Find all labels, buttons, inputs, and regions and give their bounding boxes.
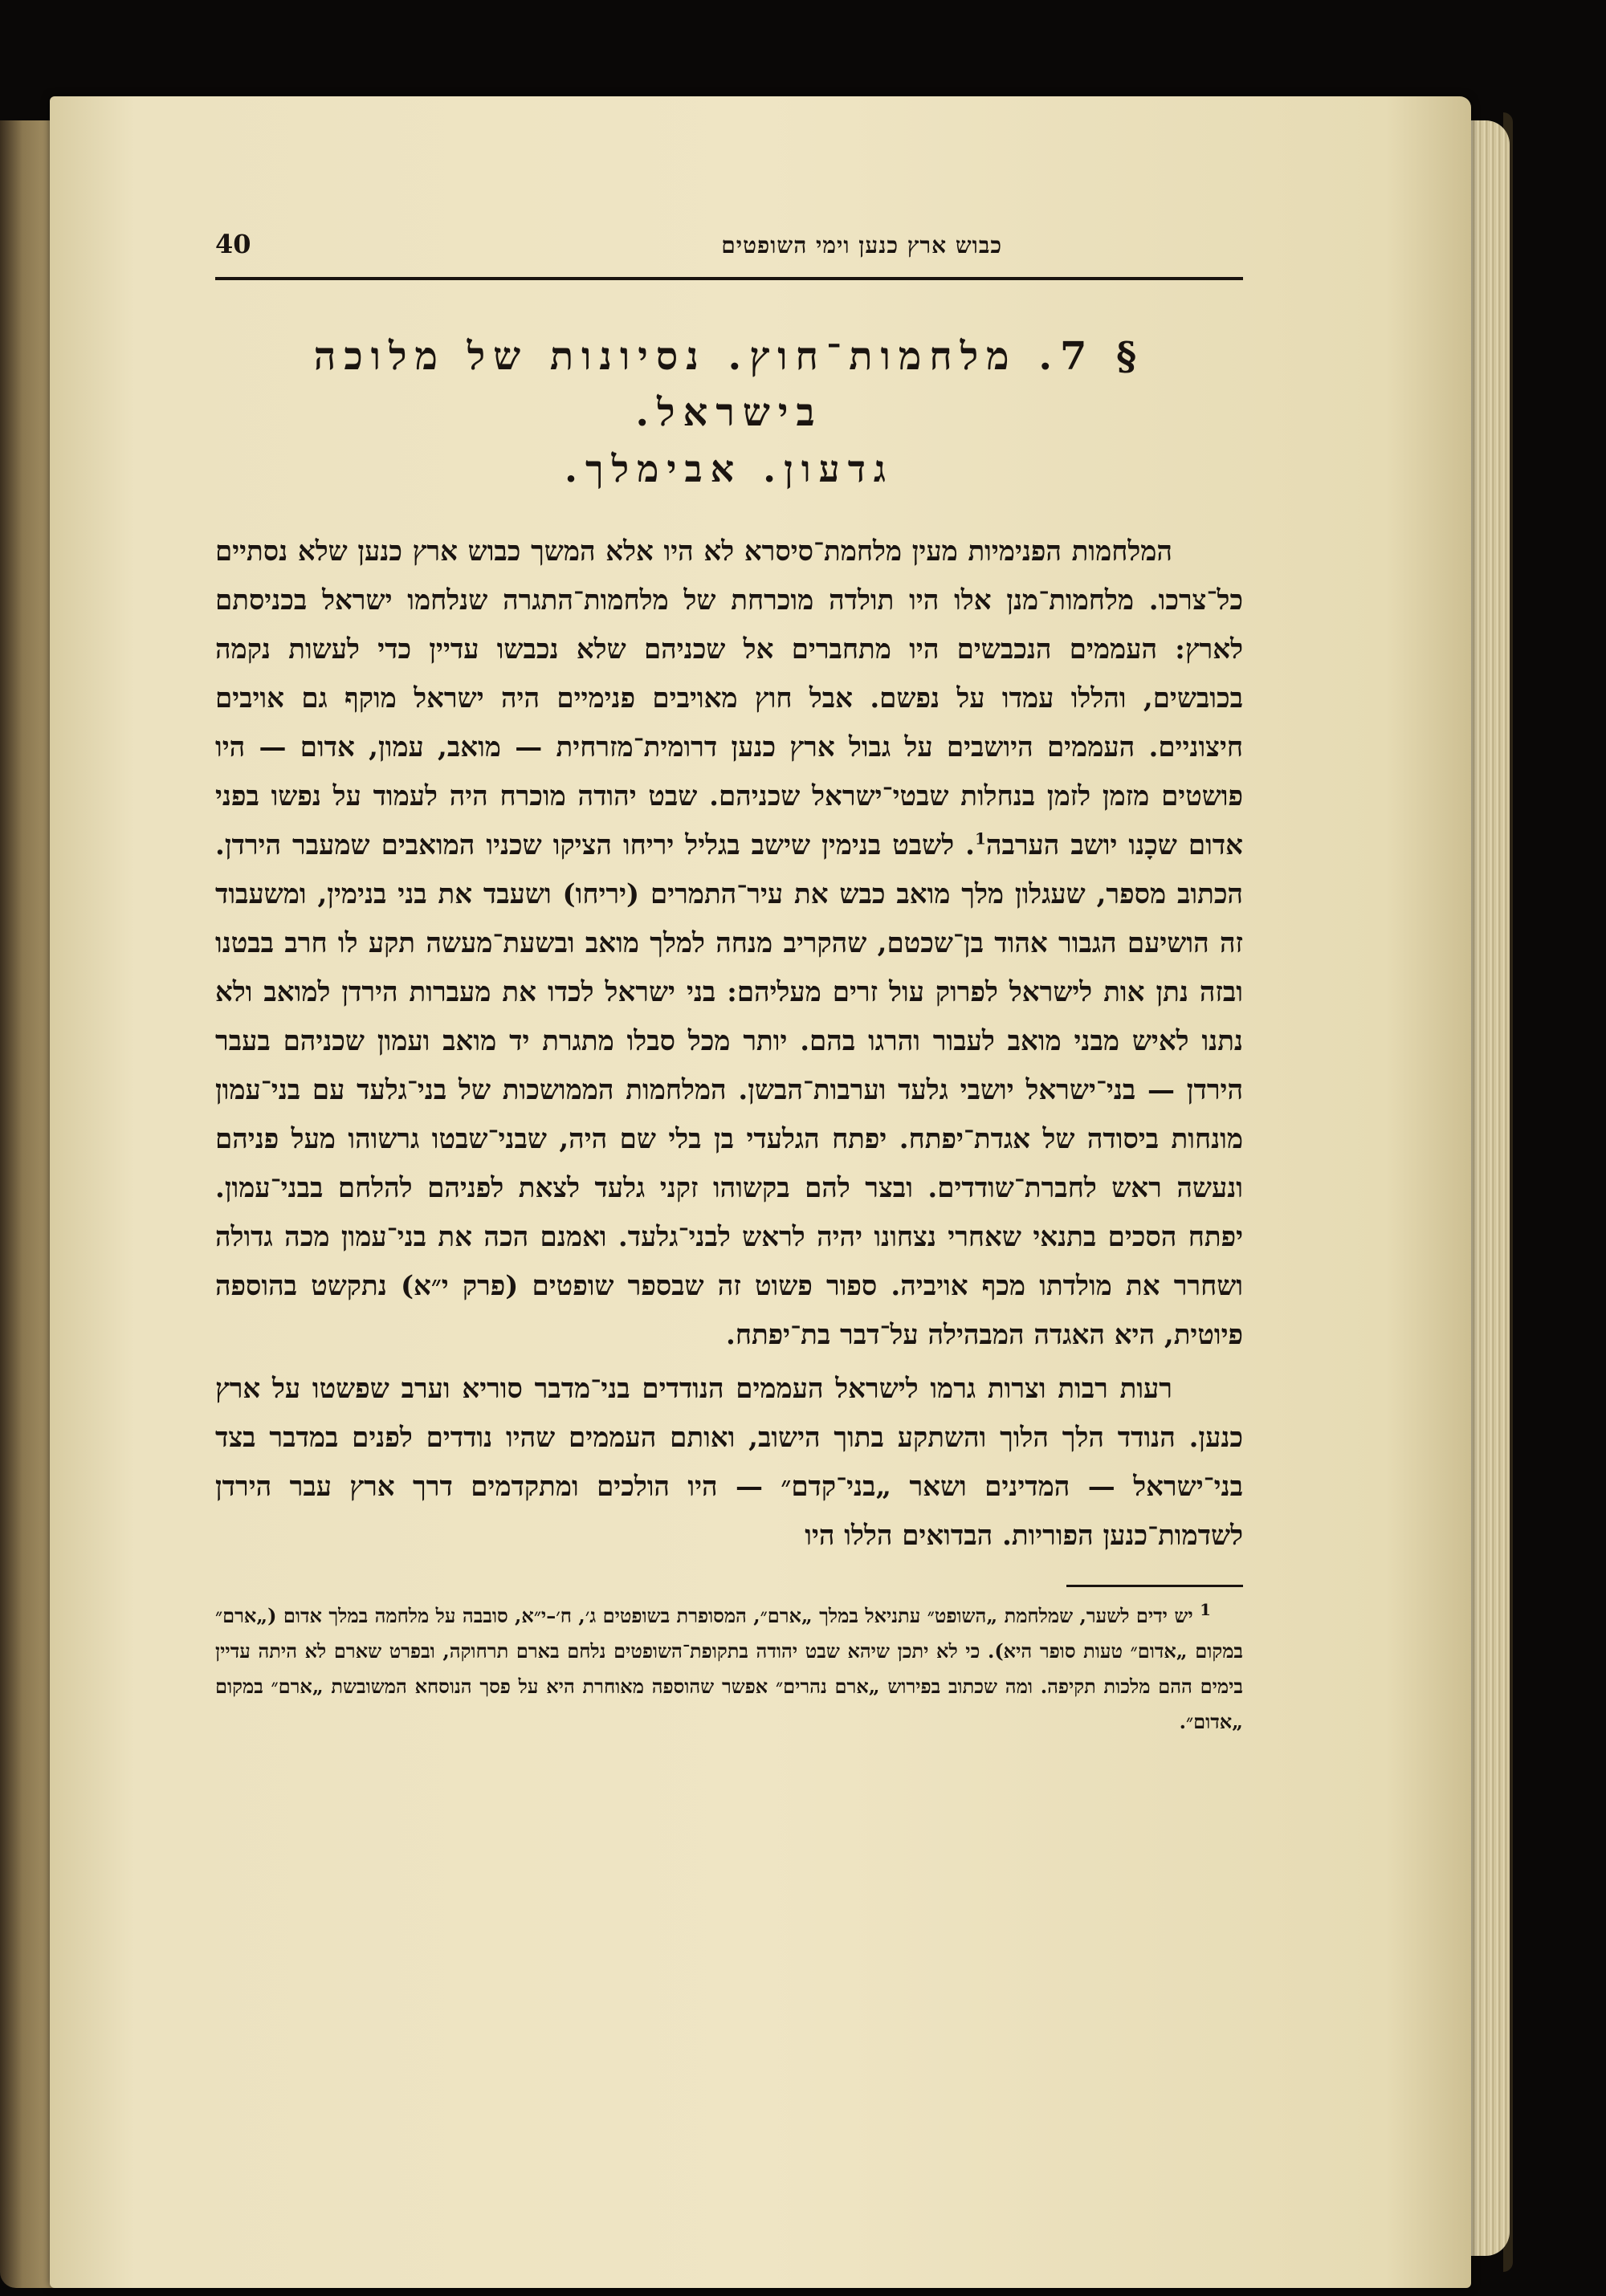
paragraph-1-text-a: המלחמות הפנימיות מעין מלחמת־סיסרא לא היו אלא המשך כבוש ארץ כנען שלא נסתיים כל־צרכו. מלחמות־מנן אלו היו תולדה מוכרחת של מלחמות־התגרה שנלחמו ישראל בכניסתם לארץ: העממים הנכבשים היו מתחברים אל שכניהם שלא נכבשו עדיין כדי לעשות נקמה בכובשים, והללו עמדו על נפשם. אבל חוץ מאויבים פנימיים היה ישראל מוקף גם אויבים חיצוניים. העממים היושבים על גבול ארץ כנען דרומית־מזרחית — מואב, עמון, אדום — היו פושטים מזמן לזמן בנחלות שבטי־ישראל שכניהם. שבט יהודה מוכרח היה לעמוד על נפשו בפני אדום שכָנו יושב הערבה (215, 535, 1243, 861)
left-page-edge (0, 120, 56, 2288)
footnote-reference[interactable]: 1 (974, 828, 986, 849)
footnote-text: יש ידים לשער, שמלחמת „השופט״ עתניאל במלך „ארם״, המסופרת בשופטים ג׳, ח׳–י״א, סובבה על מלחמה במלך אדום („ארם״ במקום „אדום״ טעות סופר היא). כי לא יתכן שיהא שבט יהודה בתקופת־השופטים נלחם בארם תרחוקה, ובפרט שארם לא היתה עדיין בימים ההם מלכות תקיפה. ומה שכתוב בפירוש „ארם נהרים״ אפשר שהוספה מאוחרת היא על פסך הנוסחא המשובשת „ארם״ במקום „אדום״. (215, 1604, 1243, 1733)
footnote (215, 1598, 1243, 1740)
footnote-divider (1066, 1585, 1243, 1587)
body-paragraph-1 (215, 527, 1243, 1360)
running-header (215, 229, 1243, 280)
page-content (215, 229, 1243, 1740)
section-subtitle: גדעון. אבימלך. (564, 447, 895, 491)
body-paragraph-2: רעות רבות וצרות גרמו לישראל העממים הנודדים בני־מדבר סוריא וערב שפשטו על ארץ כנען. הנודד הלך הלוך והשתקע בתוך הישוב, ואותם העממים שהיו נודדים לפנים במדבר בצד בני־ישראל — המדינים ושאר „בני־קדם״ — היו הולכים ומתקדמים דרך ארץ עבר הירדן לשדמות־כנען הפוריות. הבדואים הללו היו (215, 1373, 1243, 1552)
section-title: § 7. מלחמות־חוץ. נסיונות של מלוכה בישראל. (313, 334, 1145, 435)
footnote-marker: 1 (1200, 1600, 1212, 1619)
page-number: 40 (215, 229, 251, 259)
running-header-title: כבוש ארץ כנען וימי השופטים (721, 232, 1002, 259)
paragraph-1-text-b: . לשבט בנימין שישב בגליל יריחו הציקו שכניו המואבים שמעבר הירדן. הכתוב מספר, שעגלון מלך מואב כבש את עיר־התמרים (יריחו) ושעבד את בני בנימין, ומשעבוד זה הושיעם הגבור אהוד בן־שכטם, שהקריב מנחה למלך מואב ובשעת־מעשה תקע לו חרב בבטנו ובזה נתן אות לישראל לפרוק עול זרים מעליהם: בני ישראל לכדו את מעברות הירדן למואב ולא נתנו לאיש מבני מואב לעבור והרגו בהם. יותר מכל סבלו מתגרת יד מואב ועמון שכניהם בעבר הירדן — בני־ישראל יושבי גלעד וערבות־הבשן. המלחמות הממושכות של בני־גלעד עם בני־עמון מונחות ביסודה של אגדת־יפתח. יפתח הגלעדי בן בלי שם היה, שבני־שבטו גרשוהו מעל פניהם ונעשה ראש לחברת־שודדים. ובצר להם בקשוהו זקני גלעד לצאת לפניהם להלחם בבני־עמון. יפתח הסכים בתנאי שאחרי נצחונו יהיה לראש לבני־גלעד. ואמנם הכה את בני־עמון מכה גדולה ושחרר את מולדתו מכף אויביה. ספור פשוט זה שבספר שופטים (פרק י״א) נתקשט בהוספה פיוטית, היא האגדה המבהילה על־דבר בת־יפתח. (215, 829, 1243, 1351)
